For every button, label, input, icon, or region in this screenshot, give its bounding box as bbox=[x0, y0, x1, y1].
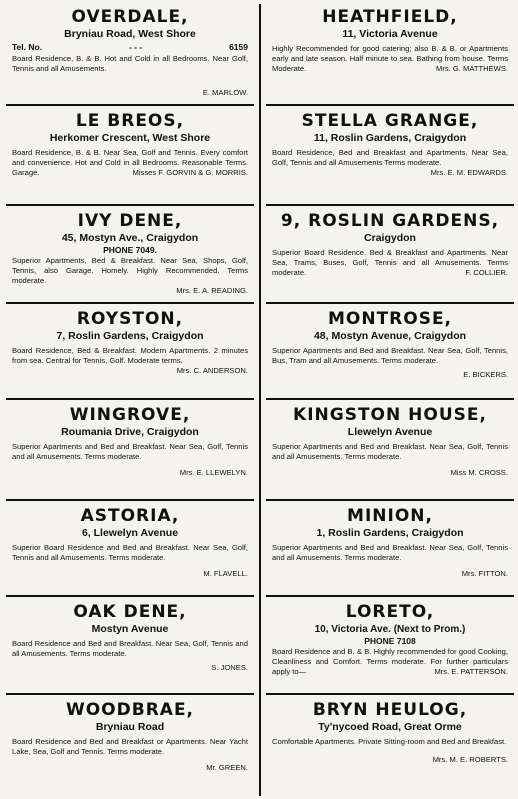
ad-description: Board Residence and Bed and Breakfast or Apartments. Near Yacht Lake, Sea, Golf and Tennis. Terms moderate. bbox=[12, 737, 248, 756]
ad-name: ASTORIA, bbox=[80, 506, 180, 526]
ad-signature: F. COLLIER. bbox=[465, 268, 508, 277]
ad-description: Superior Apartments, Bed & Breakfast. Near Sea, Shops, Golf, Tennis, also Garage. Homely. Highly Recommended. Terms moderate. bbox=[12, 256, 248, 285]
ad-description: Board Residence and Bed and Breakfast. Near Sea, Golf, Tennis and all Amusements. Terms moderate. bbox=[12, 639, 248, 658]
ad-name: IVY DENE, bbox=[77, 211, 183, 231]
ad-name: OAK DENE, bbox=[73, 602, 187, 622]
ad-name: STELLA GRANGE, bbox=[301, 111, 479, 131]
ad-oak-dene bbox=[6, 601, 254, 695]
ad-address: 10, Victoria Ave. (Next to Prom.) bbox=[314, 624, 466, 635]
ad-ivy-dene bbox=[6, 210, 254, 304]
ad-signature: Mrs. G. MATTHEWS. bbox=[436, 64, 508, 73]
ad-name: OVERDALE, bbox=[71, 7, 189, 27]
ad-bryn-heulog bbox=[266, 699, 514, 795]
ad-wingrove bbox=[6, 404, 254, 501]
ad-description bbox=[272, 647, 508, 677]
ad-kingston-house bbox=[266, 404, 514, 501]
ad-stella-grange bbox=[266, 110, 514, 206]
ad-signature: S. JONES. bbox=[211, 663, 248, 672]
ad-signature: Mr. GREEN. bbox=[206, 763, 248, 772]
ad-name: LORETO, bbox=[345, 602, 435, 622]
ad-description-text: Board Residence, B. & B. Hot and Cold in all Bedrooms. Near Golf, Tennis and all Amusements. bbox=[12, 54, 248, 73]
ad-description bbox=[12, 148, 248, 178]
ad-heathfield bbox=[266, 6, 514, 106]
ad-phone: PHONE 7049. bbox=[103, 245, 157, 255]
ad-description-text: Superior Board Residence. Bed & Breakfast and Apartments. Near Sea, Trams, Buses, Golf, Tennis and all Amusements. Terms moderate. bbox=[272, 248, 508, 277]
ad-description bbox=[272, 44, 508, 74]
ad-address: 45, Mostyn Ave., Craigydon bbox=[61, 232, 199, 244]
ad-description: Superior Apartments and Bed and Breakfast. Near Sea, Golf, Tennis and all Amusements. Terms moderate. bbox=[272, 543, 508, 562]
ad-description-text: Board Residence, Bed & Breakfast. Modern Apartments. 2 minutes from sea. Central for Tennis, Golf. Moderate terms. bbox=[12, 346, 248, 365]
ad-loreto bbox=[266, 601, 514, 695]
ad-signature: Mrs. FITTON. bbox=[461, 569, 508, 578]
ad-address: Llewelyn Avenue bbox=[347, 426, 433, 438]
tel-number: 6159 bbox=[229, 42, 248, 52]
ad-address: 1, Roslin Gardens, Craigydon bbox=[316, 527, 464, 539]
ad-phone: PHONE 7108 bbox=[364, 636, 416, 646]
ad-signature: Mrs. E. PATTERSON. bbox=[434, 667, 508, 676]
ad-description: Superior Apartments and Bed and Breakfast. Near Sea, Golf, Tennis and all Amusements. Terms moderate. bbox=[272, 442, 508, 461]
ad-signature: Mrs. C. ANDERSON. bbox=[176, 366, 248, 375]
ad-signature: Mrs. E. M. EDWARDS. bbox=[430, 168, 508, 177]
ad-name: ROYSTON, bbox=[76, 309, 184, 329]
tel-dashes: - - - bbox=[128, 42, 143, 52]
ad-address: 7, Roslin Gardens, Craigydon bbox=[56, 330, 204, 342]
ad-name: LE BREOS, bbox=[75, 111, 185, 131]
ad-address: Bryniau Road bbox=[95, 721, 165, 733]
ad-address: Ty'nycoed Road, Great Orme bbox=[318, 721, 462, 733]
ad-astoria bbox=[6, 505, 254, 597]
ad-address: 6, Llewelyn Avenue bbox=[81, 527, 179, 539]
ad-address: Herkomer Crescent, West Shore bbox=[49, 132, 211, 144]
ad-description: Comfortable Apartments. Private Sitting-room and Bed and Breakfast. bbox=[272, 737, 507, 746]
ad-signature: E. MARLOW. bbox=[202, 88, 248, 97]
ad-name: WINGROVE, bbox=[69, 405, 191, 425]
ad-name: WOODBRAE, bbox=[65, 700, 195, 720]
ad-description-text: Highly Recommended for good catering; also B. & B. or Apartments early and late season. Half minute to sea. Bathing from house. Terms Moderate. bbox=[272, 44, 508, 73]
ad-name: MINION, bbox=[347, 506, 433, 526]
ad-address: Craigydon bbox=[364, 232, 416, 244]
ad-description: Superior Apartments and Bed and Breakfast. Near Sea, Golf, Tennis and all Amusements. Terms moderate. bbox=[12, 442, 248, 461]
ad-signature: Mrs. E. LLEWELYN. bbox=[179, 468, 248, 477]
ad-signature: Mrs. M. E. ROBERTS. bbox=[432, 755, 508, 764]
ad-overdale bbox=[6, 6, 254, 106]
ad-description bbox=[12, 54, 248, 97]
ad-signature: Miss M. CROSS. bbox=[450, 468, 508, 477]
ad-address: 11, Roslin Gardens, Craigydon bbox=[313, 132, 467, 144]
ad-name: KINGSTON HOUSE, bbox=[293, 405, 487, 425]
ad-le-breos bbox=[6, 110, 254, 206]
ad-name: HEATHFIELD, bbox=[322, 7, 458, 27]
ad-name: MONTROSE, bbox=[327, 309, 453, 329]
ad-name: 9, ROSLIN GARDENS, bbox=[280, 211, 500, 231]
ad-telephone bbox=[12, 41, 248, 53]
ad-signature: Misses F. GORVIN & G. MORRIS. bbox=[132, 168, 248, 177]
ad-address: 48, Mostyn Avenue, Craigydon bbox=[313, 330, 467, 342]
ad-description-text: Board Residence and B. & B. Highly recommended for good Cooking, Cleanliness and Comfort. Terms moderate. For further particulars apply to— bbox=[272, 647, 508, 676]
ad-description bbox=[272, 248, 508, 278]
ad-description-text: Board Residence, B. & B. Near Sea, Golf and Tennis. Every comfort and convenience. Hot and Cold in all Bedrooms. Reasonable Terms. Garage. bbox=[12, 148, 248, 177]
ad-royston bbox=[6, 308, 254, 400]
ad-signature: E. BICKERS. bbox=[463, 370, 508, 379]
ad-description: Board Residence, Bed and Breakfast and Apartments. Near Sea, Golf, Tennis and all Amusements Terms moderate. bbox=[272, 148, 508, 167]
ad-montrose bbox=[266, 308, 514, 400]
ad-name: BRYN HEULOG, bbox=[312, 700, 468, 720]
ad-minion bbox=[266, 505, 514, 597]
ad-address: Mostyn Avenue bbox=[91, 623, 169, 635]
ad-address: Roumania Drive, Craigydon bbox=[61, 426, 199, 438]
ad-address: 11, Victoria Avenue bbox=[342, 28, 438, 40]
ad-signature: M. FLAVELL. bbox=[203, 569, 248, 578]
ad-woodbrae bbox=[6, 699, 254, 795]
ad-roslin-gardens bbox=[266, 210, 514, 304]
tel-label: Tel. No. bbox=[12, 42, 43, 52]
ad-signature: Mrs. E. A. READING. bbox=[176, 286, 248, 295]
ad-description: Superior Board Residence and Bed and Breakfast. Near Sea, Golf, Tennis and all Amusements. Terms moderate. bbox=[12, 543, 248, 562]
ad-address: Bryniau Road, West Shore bbox=[64, 28, 196, 40]
ad-description bbox=[12, 346, 248, 375]
column-divider bbox=[259, 4, 261, 796]
ad-description: Superior Apartments and Bed and Breakfast. Near Sea, Golf, Tennis, Bus, Tram and all Amusements. Terms moderate. bbox=[272, 346, 508, 365]
